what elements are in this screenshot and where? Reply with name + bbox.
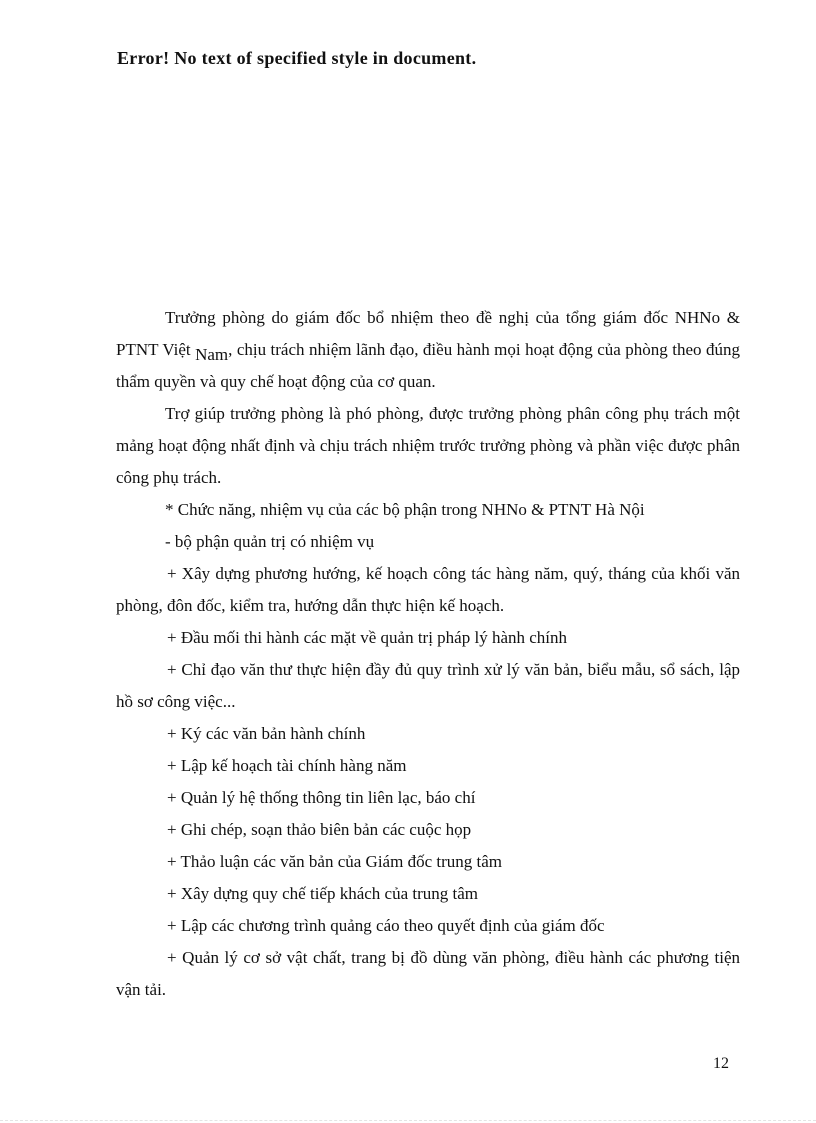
list-item: + Xây dựng quy chế tiếp khách của trung tâm <box>167 884 479 903</box>
list-item: + Lập kế hoạch tài chính hàng năm <box>167 756 407 775</box>
subscript-text: Nam <box>195 345 229 364</box>
list-item: + Lập các chương trình quảng cáo theo quyết định của giám đốc <box>167 916 605 935</box>
paragraph-pho-phong: Trợ giúp trưởng phòng là phó phòng, được trưởng phòng phân công phụ trách một mảng hoạt động nhất định và chịu trách nhiệm trước trưởng phòng và phần việc được phân công phụ trách. <box>116 404 740 487</box>
list-item: + Ký các văn bản hành chính <box>167 724 366 743</box>
error-header: Error! No text of specified style in document. <box>117 48 477 68</box>
paragraph-truong-phong <box>116 302 740 398</box>
list-item: + Chỉ đạo văn thư thực hiện đầy đủ quy trình xử lý văn bản, biểu mẫu, sổ sách, lập hồ sơ công việc... <box>116 660 740 711</box>
list-item: + Quản lý cơ sở vật chất, trang bị đồ dùng văn phòng, điều hành các phương tiện vận tải. <box>116 948 740 999</box>
list-item: + Thảo luận các văn bản của Giám đốc trung tâm <box>167 852 502 871</box>
document-body <box>116 302 740 1006</box>
list-item: + Ghi chép, soạn thảo biên bản các cuộc họp <box>167 820 472 839</box>
page-number: 12 <box>713 1055 729 1072</box>
list-item: + Quản lý hệ thống thông tin liên lạc, báo chí <box>167 788 476 807</box>
paragraph-text: Trưởng phòng do giám đốc bổ nhiệm theo đề nghị của tổng giám đốc NHNo & PTNT Việt <box>116 308 740 359</box>
paragraph-text: , chịu trách nhiệm lãnh đạo, điều hành mọi hoạt động của phòng theo đúng thẩm quyền và quy chế hoạt động của cơ quan. <box>116 340 740 391</box>
section-heading-chuc-nang: * Chức năng, nhiệm vụ của các bộ phận trong NHNo & PTNT Hà Nội <box>165 500 645 519</box>
subsection-quan-tri: - bộ phận quản trị có nhiệm vụ <box>165 532 375 551</box>
page-bottom-divider <box>0 1120 816 1121</box>
list-item: + Đầu mối thi hành các mặt về quản trị pháp lý hành chính <box>167 628 568 647</box>
list-item: + Xây dựng phương hướng, kế hoạch công tác hàng năm, quý, tháng của khối văn phòng, đôn đốc, kiểm tra, hướng dẫn thực hiện kế hoạch. <box>116 564 740 615</box>
